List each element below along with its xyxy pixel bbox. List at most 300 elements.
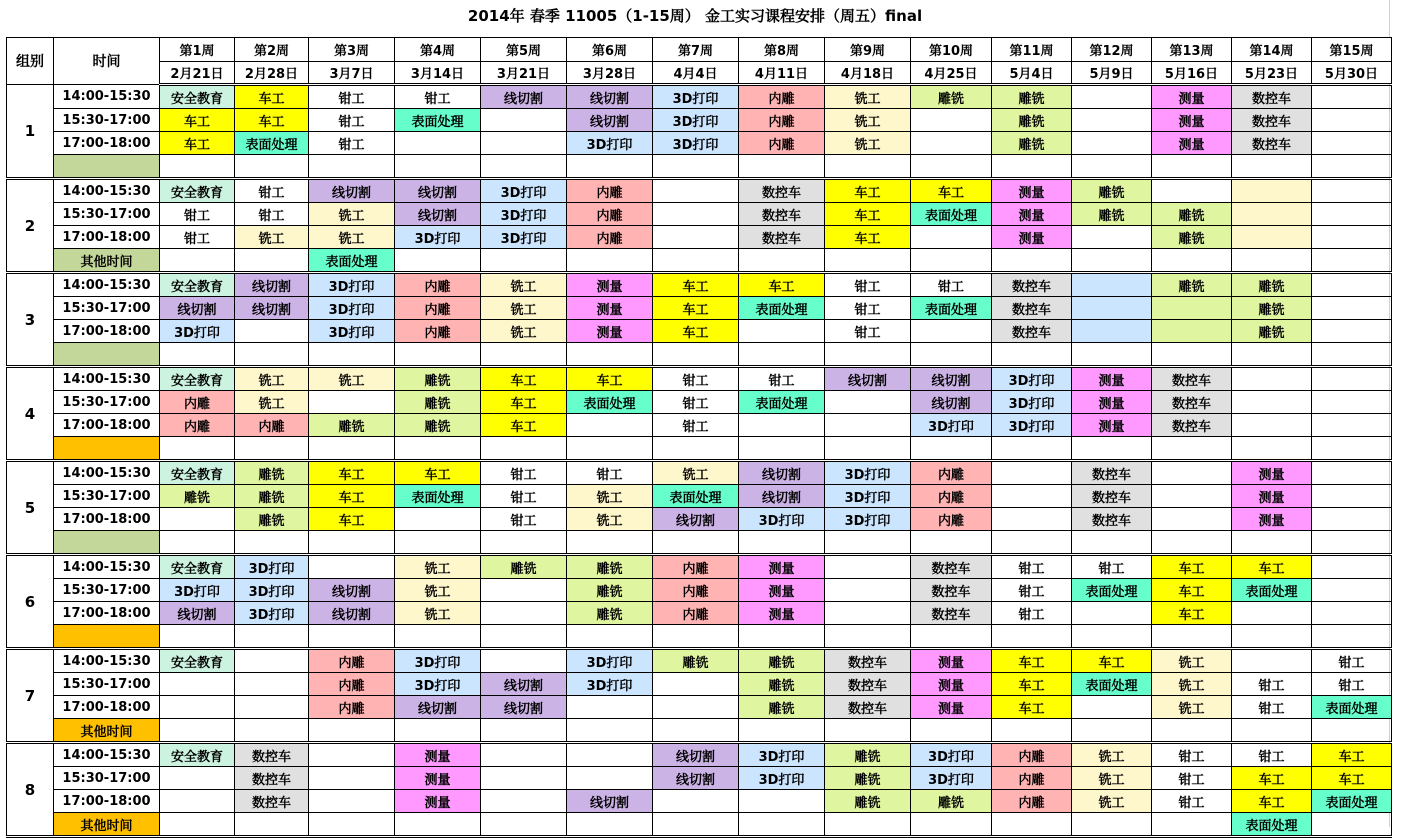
- schedule-cell[interactable]: 雕铣: [567, 555, 653, 579]
- schedule-cell[interactable]: 车工: [1232, 555, 1312, 579]
- schedule-cell[interactable]: 3D打印: [567, 673, 653, 696]
- schedule-cell[interactable]: [1312, 414, 1392, 437]
- footer-cell[interactable]: [825, 813, 911, 837]
- schedule-cell[interactable]: [235, 649, 309, 673]
- footer-cell[interactable]: [653, 531, 739, 555]
- footer-cell[interactable]: [739, 155, 825, 179]
- schedule-cell[interactable]: 钳工: [567, 461, 653, 485]
- schedule-cell[interactable]: 内雕: [395, 273, 481, 297]
- schedule-cell[interactable]: [160, 696, 235, 719]
- date-header[interactable]: 3月7日: [309, 62, 395, 85]
- schedule-cell[interactable]: [1232, 179, 1312, 203]
- schedule-cell[interactable]: 测量: [567, 297, 653, 320]
- footer-cell[interactable]: [1232, 531, 1312, 555]
- schedule-cell[interactable]: 内雕: [309, 673, 395, 696]
- schedule-cell[interactable]: 3D打印: [481, 179, 567, 203]
- schedule-cell[interactable]: 内雕: [911, 485, 992, 508]
- schedule-cell[interactable]: 钳工: [1232, 743, 1312, 767]
- footer-cell[interactable]: [653, 343, 739, 367]
- footer-cell[interactable]: [481, 437, 567, 461]
- schedule-cell[interactable]: [1152, 297, 1232, 320]
- footer-cell[interactable]: [1312, 155, 1392, 179]
- schedule-cell[interactable]: 铣工: [235, 226, 309, 249]
- schedule-cell[interactable]: 钳工: [825, 297, 911, 320]
- schedule-cell[interactable]: 数控车: [1072, 508, 1152, 531]
- schedule-cell[interactable]: 测量: [1232, 508, 1312, 531]
- schedule-cell[interactable]: 数控车: [235, 767, 309, 790]
- schedule-cell[interactable]: 表面处理: [739, 297, 825, 320]
- schedule-cell[interactable]: 钳工: [1232, 696, 1312, 719]
- schedule-cell[interactable]: [1152, 320, 1232, 343]
- schedule-cell[interactable]: 钳工: [992, 579, 1072, 602]
- footer-cell[interactable]: [1152, 813, 1232, 837]
- schedule-cell[interactable]: 铣工: [395, 602, 481, 625]
- schedule-cell[interactable]: 线切割: [160, 602, 235, 625]
- schedule-cell[interactable]: 内雕: [739, 132, 825, 155]
- footer-cell[interactable]: [481, 531, 567, 555]
- date-header[interactable]: 2月21日: [160, 62, 235, 85]
- schedule-cell[interactable]: 数控车: [739, 179, 825, 203]
- schedule-cell[interactable]: [1312, 555, 1392, 579]
- schedule-cell[interactable]: 表面处理: [911, 297, 992, 320]
- schedule-cell[interactable]: [309, 743, 395, 767]
- schedule-cell[interactable]: [481, 132, 567, 155]
- footer-cell[interactable]: [739, 719, 825, 743]
- schedule-cell[interactable]: 雕铣: [235, 508, 309, 531]
- footer-cell[interactable]: [1232, 249, 1312, 273]
- schedule-cell[interactable]: 钳工: [825, 273, 911, 297]
- schedule-cell[interactable]: 铣工: [309, 203, 395, 226]
- schedule-cell[interactable]: 数控车: [992, 297, 1072, 320]
- schedule-cell[interactable]: 车工: [1312, 767, 1392, 790]
- schedule-cell[interactable]: 铣工: [1152, 673, 1232, 696]
- footer-cell[interactable]: [235, 531, 309, 555]
- schedule-cell[interactable]: 车工: [739, 273, 825, 297]
- footer-cell[interactable]: [992, 437, 1072, 461]
- schedule-cell[interactable]: 雕铣: [160, 485, 235, 508]
- schedule-cell[interactable]: [1072, 297, 1152, 320]
- schedule-cell[interactable]: [1232, 367, 1312, 391]
- week-header[interactable]: 第7周: [653, 38, 739, 62]
- schedule-cell[interactable]: 雕铣: [992, 85, 1072, 109]
- footer-cell[interactable]: [1312, 249, 1392, 273]
- footer-cell[interactable]: [1072, 813, 1152, 837]
- schedule-cell[interactable]: 数控车: [911, 555, 992, 579]
- schedule-cell[interactable]: 雕铣: [825, 767, 911, 790]
- schedule-cell[interactable]: 车工: [653, 273, 739, 297]
- footer-cell[interactable]: [992, 343, 1072, 367]
- schedule-cell[interactable]: 铣工: [825, 132, 911, 155]
- schedule-cell[interactable]: 内雕: [911, 508, 992, 531]
- schedule-cell[interactable]: [481, 109, 567, 132]
- schedule-cell[interactable]: 雕铣: [309, 414, 395, 437]
- footer-cell[interactable]: [825, 249, 911, 273]
- schedule-cell[interactable]: 内雕: [309, 696, 395, 719]
- schedule-cell[interactable]: 线切割: [235, 297, 309, 320]
- footer-cell[interactable]: [160, 155, 235, 179]
- schedule-cell[interactable]: 铣工: [235, 367, 309, 391]
- schedule-cell[interactable]: 数控车: [739, 226, 825, 249]
- schedule-cell[interactable]: 测量: [567, 273, 653, 297]
- schedule-cell[interactable]: [911, 320, 992, 343]
- date-header[interactable]: 3月14日: [395, 62, 481, 85]
- schedule-cell[interactable]: 雕铣: [1232, 297, 1312, 320]
- schedule-cell[interactable]: [481, 767, 567, 790]
- schedule-cell[interactable]: 钳工: [309, 109, 395, 132]
- footer-cell[interactable]: [825, 531, 911, 555]
- schedule-cell[interactable]: 线切割: [911, 367, 992, 391]
- schedule-cell[interactable]: 内雕: [739, 109, 825, 132]
- schedule-cell[interactable]: [160, 790, 235, 813]
- footer-cell[interactable]: [1312, 531, 1392, 555]
- footer-cell[interactable]: [1232, 719, 1312, 743]
- schedule-cell[interactable]: 3D打印: [567, 649, 653, 673]
- schedule-cell[interactable]: [1312, 132, 1392, 155]
- schedule-cell[interactable]: 车工: [567, 367, 653, 391]
- schedule-cell[interactable]: 钳工: [911, 273, 992, 297]
- schedule-cell[interactable]: 车工: [992, 696, 1072, 719]
- footer-cell[interactable]: [825, 343, 911, 367]
- schedule-cell[interactable]: 雕铣: [567, 602, 653, 625]
- schedule-cell[interactable]: 测量: [739, 602, 825, 625]
- schedule-cell[interactable]: 测量: [1152, 85, 1232, 109]
- schedule-cell[interactable]: [1152, 179, 1232, 203]
- schedule-cell[interactable]: [911, 132, 992, 155]
- schedule-cell[interactable]: [653, 226, 739, 249]
- schedule-cell[interactable]: 线切割: [653, 508, 739, 531]
- schedule-cell[interactable]: 3D打印: [653, 85, 739, 109]
- schedule-cell[interactable]: 3D打印: [235, 579, 309, 602]
- schedule-cell[interactable]: 表面处理: [1312, 696, 1392, 719]
- schedule-cell[interactable]: 车工: [309, 508, 395, 531]
- schedule-cell[interactable]: [1072, 273, 1152, 297]
- schedule-cell[interactable]: [911, 109, 992, 132]
- footer-cell[interactable]: [992, 249, 1072, 273]
- schedule-cell[interactable]: 钳工: [395, 85, 481, 109]
- schedule-cell[interactable]: 铣工: [567, 485, 653, 508]
- schedule-cell[interactable]: 钳工: [160, 226, 235, 249]
- schedule-cell[interactable]: 测量: [1072, 414, 1152, 437]
- schedule-cell[interactable]: 雕铣: [739, 649, 825, 673]
- schedule-cell[interactable]: 线切割: [653, 743, 739, 767]
- footer-cell[interactable]: [992, 155, 1072, 179]
- footer-cell[interactable]: [653, 437, 739, 461]
- footer-cell[interactable]: [1152, 531, 1232, 555]
- schedule-cell[interactable]: 铣工: [235, 391, 309, 414]
- date-header[interactable]: 5月9日: [1072, 62, 1152, 85]
- schedule-cell[interactable]: [1072, 602, 1152, 625]
- schedule-cell[interactable]: 内雕: [992, 743, 1072, 767]
- week-header[interactable]: 第2周: [235, 38, 309, 62]
- schedule-cell[interactable]: 车工: [1152, 579, 1232, 602]
- footer-cell[interactable]: [1312, 625, 1392, 649]
- schedule-cell[interactable]: 铣工: [1072, 743, 1152, 767]
- footer-cell[interactable]: [567, 531, 653, 555]
- footer-cell[interactable]: [235, 625, 309, 649]
- footer-cell[interactable]: [395, 437, 481, 461]
- footer-cell[interactable]: [160, 625, 235, 649]
- schedule-cell[interactable]: [1312, 273, 1392, 297]
- schedule-cell[interactable]: [653, 790, 739, 813]
- schedule-cell[interactable]: 钳工: [1072, 555, 1152, 579]
- schedule-cell[interactable]: [825, 414, 911, 437]
- schedule-cell[interactable]: 3D打印: [481, 203, 567, 226]
- schedule-cell[interactable]: [1312, 297, 1392, 320]
- schedule-cell[interactable]: 雕铣: [1072, 203, 1152, 226]
- footer-cell[interactable]: [739, 531, 825, 555]
- footer-cell[interactable]: [395, 813, 481, 837]
- footer-cell[interactable]: [309, 719, 395, 743]
- schedule-cell[interactable]: 测量: [1232, 461, 1312, 485]
- schedule-cell[interactable]: [992, 485, 1072, 508]
- schedule-cell[interactable]: 铣工: [825, 109, 911, 132]
- schedule-cell[interactable]: 钳工: [1312, 649, 1392, 673]
- schedule-cell[interactable]: [1232, 391, 1312, 414]
- schedule-cell[interactable]: 数控车: [1232, 109, 1312, 132]
- schedule-cell[interactable]: 线切割: [567, 109, 653, 132]
- footer-cell[interactable]: [481, 155, 567, 179]
- date-header[interactable]: 5月16日: [1152, 62, 1232, 85]
- schedule-cell[interactable]: 钳工: [235, 179, 309, 203]
- schedule-cell[interactable]: 车工: [309, 485, 395, 508]
- date-header[interactable]: 5月4日: [992, 62, 1072, 85]
- schedule-cell[interactable]: 3D打印: [567, 132, 653, 155]
- schedule-cell[interactable]: 测量: [1072, 391, 1152, 414]
- other-time-label[interactable]: [54, 531, 160, 555]
- schedule-cell[interactable]: [1312, 391, 1392, 414]
- schedule-cell[interactable]: 车工: [992, 649, 1072, 673]
- date-header[interactable]: 2月28日: [235, 62, 309, 85]
- footer-cell[interactable]: [653, 813, 739, 837]
- schedule-cell[interactable]: 测量: [395, 790, 481, 813]
- schedule-cell[interactable]: 3D打印: [992, 414, 1072, 437]
- schedule-cell[interactable]: 车工: [1152, 555, 1232, 579]
- schedule-cell[interactable]: [653, 203, 739, 226]
- schedule-cell[interactable]: 线切割: [395, 696, 481, 719]
- schedule-cell[interactable]: 表面处理: [1072, 673, 1152, 696]
- schedule-cell[interactable]: 钳工: [481, 461, 567, 485]
- schedule-cell[interactable]: 车工: [1152, 602, 1232, 625]
- schedule-cell[interactable]: 表面处理: [653, 485, 739, 508]
- schedule-cell[interactable]: 车工: [653, 320, 739, 343]
- schedule-cell[interactable]: [825, 555, 911, 579]
- schedule-cell[interactable]: 测量: [1152, 132, 1232, 155]
- schedule-cell[interactable]: 3D打印: [309, 320, 395, 343]
- footer-cell[interactable]: [911, 249, 992, 273]
- footer-cell[interactable]: [825, 719, 911, 743]
- footer-cell[interactable]: [160, 249, 235, 273]
- schedule-cell[interactable]: 雕铣: [235, 485, 309, 508]
- footer-cell[interactable]: [481, 249, 567, 273]
- schedule-cell[interactable]: 数控车: [992, 320, 1072, 343]
- schedule-cell[interactable]: 钳工: [739, 367, 825, 391]
- schedule-cell[interactable]: 内雕: [992, 790, 1072, 813]
- schedule-cell[interactable]: 3D打印: [309, 273, 395, 297]
- schedule-cell[interactable]: 数控车: [1072, 485, 1152, 508]
- schedule-cell[interactable]: 3D打印: [653, 132, 739, 155]
- schedule-cell[interactable]: 3D打印: [160, 579, 235, 602]
- schedule-cell[interactable]: [1072, 85, 1152, 109]
- week-header[interactable]: 第9周: [825, 38, 911, 62]
- week-header[interactable]: 第4周: [395, 38, 481, 62]
- date-header[interactable]: 4月11日: [739, 62, 825, 85]
- footer-cell[interactable]: [567, 813, 653, 837]
- schedule-cell[interactable]: [1312, 320, 1392, 343]
- schedule-cell[interactable]: 钳工: [160, 203, 235, 226]
- date-header[interactable]: 5月30日: [1312, 62, 1392, 85]
- schedule-cell[interactable]: 3D打印: [395, 673, 481, 696]
- schedule-cell[interactable]: 3D打印: [992, 367, 1072, 391]
- footer-cell[interactable]: [739, 625, 825, 649]
- schedule-cell[interactable]: 测量: [739, 555, 825, 579]
- schedule-cell[interactable]: 铣工: [309, 367, 395, 391]
- footer-cell[interactable]: [309, 531, 395, 555]
- footer-cell[interactable]: [1072, 625, 1152, 649]
- schedule-cell[interactable]: [653, 696, 739, 719]
- schedule-cell[interactable]: [481, 649, 567, 673]
- date-header[interactable]: 4月18日: [825, 62, 911, 85]
- schedule-cell[interactable]: 测量: [911, 649, 992, 673]
- schedule-cell[interactable]: 内雕: [309, 649, 395, 673]
- schedule-cell[interactable]: [739, 790, 825, 813]
- schedule-cell[interactable]: 铣工: [567, 508, 653, 531]
- other-time-label[interactable]: 其他时间: [54, 719, 160, 743]
- schedule-cell[interactable]: [1312, 461, 1392, 485]
- footer-cell[interactable]: [160, 531, 235, 555]
- schedule-cell[interactable]: [1232, 203, 1312, 226]
- week-header[interactable]: 第14周: [1232, 38, 1312, 62]
- schedule-cell[interactable]: 线切割: [235, 273, 309, 297]
- footer-cell[interactable]: [911, 437, 992, 461]
- footer-cell[interactable]: [567, 343, 653, 367]
- schedule-cell[interactable]: 数控车: [1152, 414, 1232, 437]
- footer-cell[interactable]: [739, 249, 825, 273]
- schedule-cell[interactable]: [1312, 367, 1392, 391]
- schedule-cell[interactable]: 车工: [911, 179, 992, 203]
- other-time-label[interactable]: 其他时间: [54, 249, 160, 273]
- schedule-cell[interactable]: [1072, 132, 1152, 155]
- schedule-cell[interactable]: 线切割: [309, 579, 395, 602]
- date-header[interactable]: 3月28日: [567, 62, 653, 85]
- schedule-cell[interactable]: 数控车: [911, 602, 992, 625]
- schedule-cell[interactable]: 钳工: [1312, 673, 1392, 696]
- footer-cell[interactable]: [1152, 437, 1232, 461]
- schedule-cell[interactable]: 3D打印: [911, 743, 992, 767]
- week-header[interactable]: 第5周: [481, 38, 567, 62]
- footer-cell[interactable]: [1152, 155, 1232, 179]
- schedule-cell[interactable]: 表面处理: [1312, 790, 1392, 813]
- schedule-cell[interactable]: 车工: [395, 461, 481, 485]
- schedule-cell[interactable]: 内雕: [567, 226, 653, 249]
- footer-cell[interactable]: [395, 625, 481, 649]
- schedule-cell[interactable]: 测量: [1072, 367, 1152, 391]
- schedule-cell[interactable]: [1232, 226, 1312, 249]
- footer-cell[interactable]: [1312, 813, 1392, 837]
- schedule-cell[interactable]: 铣工: [1072, 790, 1152, 813]
- schedule-cell[interactable]: [1152, 508, 1232, 531]
- schedule-cell[interactable]: [160, 508, 235, 531]
- schedule-cell[interactable]: 表面处理: [235, 132, 309, 155]
- schedule-cell[interactable]: 车工: [309, 461, 395, 485]
- schedule-cell[interactable]: 线切割: [653, 767, 739, 790]
- schedule-cell[interactable]: 测量: [1232, 485, 1312, 508]
- schedule-cell[interactable]: 雕铣: [1072, 179, 1152, 203]
- schedule-cell[interactable]: [1152, 461, 1232, 485]
- schedule-cell[interactable]: [653, 673, 739, 696]
- schedule-cell[interactable]: [1312, 485, 1392, 508]
- date-header[interactable]: 4月4日: [653, 62, 739, 85]
- schedule-cell[interactable]: 铣工: [653, 461, 739, 485]
- schedule-cell[interactable]: 表面处理: [395, 485, 481, 508]
- schedule-cell[interactable]: [1232, 414, 1312, 437]
- schedule-cell[interactable]: [481, 602, 567, 625]
- footer-cell[interactable]: [1072, 719, 1152, 743]
- schedule-cell[interactable]: 线切割: [309, 179, 395, 203]
- schedule-cell[interactable]: [653, 179, 739, 203]
- schedule-cell[interactable]: 雕铣: [739, 673, 825, 696]
- schedule-cell[interactable]: [1232, 649, 1312, 673]
- schedule-cell[interactable]: 内雕: [235, 414, 309, 437]
- footer-cell[interactable]: [825, 155, 911, 179]
- schedule-cell[interactable]: 钳工: [1152, 743, 1232, 767]
- footer-cell[interactable]: [481, 625, 567, 649]
- schedule-cell[interactable]: 数控车: [911, 579, 992, 602]
- footer-cell[interactable]: 表面处理: [309, 249, 395, 273]
- other-time-label[interactable]: [54, 343, 160, 367]
- schedule-cell[interactable]: [395, 508, 481, 531]
- schedule-cell[interactable]: 钳工: [992, 602, 1072, 625]
- date-header[interactable]: 5月23日: [1232, 62, 1312, 85]
- other-time-label[interactable]: [54, 437, 160, 461]
- schedule-cell[interactable]: 安全教育: [160, 273, 235, 297]
- week-header[interactable]: 第12周: [1072, 38, 1152, 62]
- schedule-cell[interactable]: 雕铣: [1232, 273, 1312, 297]
- schedule-cell[interactable]: 数控车: [1072, 461, 1152, 485]
- footer-cell[interactable]: [911, 155, 992, 179]
- footer-cell[interactable]: [235, 719, 309, 743]
- schedule-cell[interactable]: 3D打印: [235, 602, 309, 625]
- schedule-cell[interactable]: [309, 790, 395, 813]
- schedule-cell[interactable]: 线切割: [825, 367, 911, 391]
- schedule-cell[interactable]: [309, 391, 395, 414]
- footer-cell[interactable]: [160, 719, 235, 743]
- footer-cell[interactable]: [1232, 625, 1312, 649]
- footer-cell[interactable]: [992, 719, 1072, 743]
- footer-cell[interactable]: [567, 719, 653, 743]
- schedule-cell[interactable]: [825, 391, 911, 414]
- schedule-cell[interactable]: 数控车: [1232, 85, 1312, 109]
- footer-cell[interactable]: [235, 249, 309, 273]
- week-header[interactable]: 第6周: [567, 38, 653, 62]
- footer-cell[interactable]: [235, 155, 309, 179]
- footer-cell[interactable]: [567, 625, 653, 649]
- schedule-cell[interactable]: 线切割: [911, 391, 992, 414]
- footer-cell[interactable]: [309, 625, 395, 649]
- schedule-cell[interactable]: 内雕: [395, 297, 481, 320]
- footer-cell[interactable]: [1232, 155, 1312, 179]
- schedule-cell[interactable]: 车工: [481, 367, 567, 391]
- schedule-cell[interactable]: 雕铣: [1152, 273, 1232, 297]
- footer-cell[interactable]: [395, 719, 481, 743]
- footer-cell[interactable]: [160, 813, 235, 837]
- footer-cell[interactable]: [992, 531, 1072, 555]
- schedule-cell[interactable]: 线切割: [309, 602, 395, 625]
- schedule-cell[interactable]: [235, 673, 309, 696]
- footer-cell[interactable]: [1232, 437, 1312, 461]
- schedule-cell[interactable]: 表面处理: [1072, 579, 1152, 602]
- schedule-cell[interactable]: 钳工: [825, 320, 911, 343]
- schedule-cell[interactable]: 雕铣: [1232, 320, 1312, 343]
